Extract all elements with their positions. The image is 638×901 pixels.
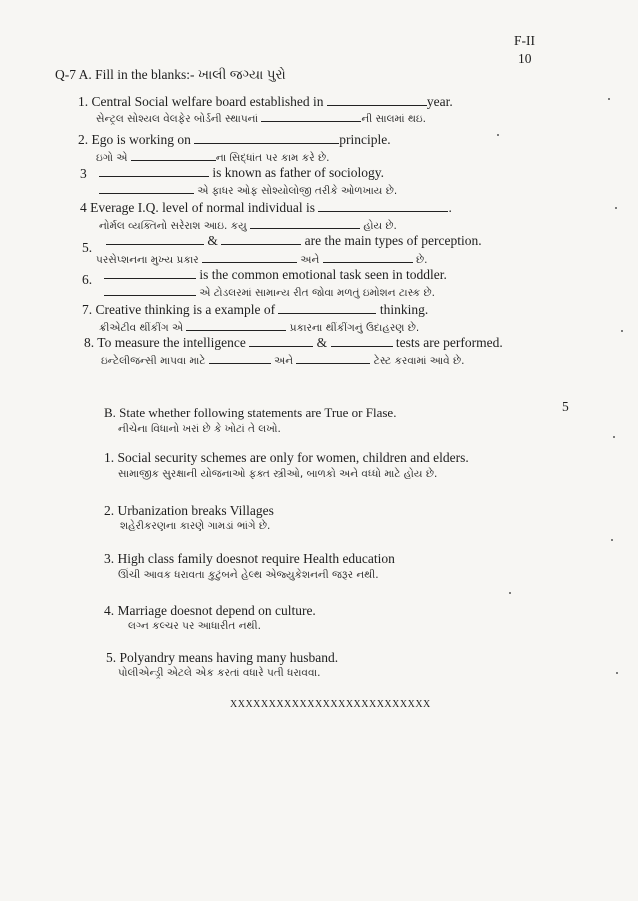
q5-gu-and: અને: [300, 254, 320, 266]
q5-en: [106, 232, 482, 249]
q8-gu-text-end: ટેસ્ટ કરવામાં આવે છે.: [373, 355, 465, 367]
q6-gu: [104, 283, 435, 300]
q3-text: is known as father of sociology.: [212, 165, 384, 180]
q3-gu: [99, 181, 397, 198]
q2-en: [78, 131, 391, 148]
q8-gu-blank-2: [296, 351, 370, 364]
q8-ampersand: &: [316, 335, 328, 350]
q7-text-end: thinking.: [379, 302, 429, 317]
q8-blank-2: [331, 334, 393, 347]
paper-code: F-II: [514, 33, 535, 48]
q2-number: 2.: [78, 132, 89, 147]
q1-gu-blank: [261, 109, 361, 122]
q1-blank: [327, 93, 427, 106]
scan-speck: [621, 330, 623, 332]
scan-speck: [608, 98, 610, 100]
statement-1-en: 1. Social security schemes are only for women, children and elders.: [104, 450, 469, 465]
statement-3-gu: ઊંચી આવક ધરાવતા કુટુંબને હેલ્થ એજ્યુકેશનની જરૂર નથી.: [118, 569, 379, 581]
q8-en: [84, 334, 503, 351]
q2-gu-text: ઇગો એ: [96, 152, 128, 164]
end-separator: XXXXXXXXXXXXXXXXXXXXXXXXXX: [230, 699, 431, 710]
statement-1-gu: સામાજીક સુરક્ષાની યોજનાઓ ફક્ત સ્ત્રીઓ, બાળકો અને વધ્ધો માટે હોય છે.: [118, 468, 438, 480]
q5-text: are the main types of perception.: [304, 233, 482, 248]
q7-gu: [99, 318, 419, 335]
q8-text-end: tests are performed.: [395, 335, 503, 350]
q5-gu-blank-1: [202, 250, 297, 263]
q1-gu-text-end: ની સાલમાં થઇ.: [361, 113, 427, 125]
scan-speck: [509, 592, 511, 594]
q8-gu: [101, 351, 464, 368]
statement-3-en: 3. High class family doesnot require Health education: [104, 551, 395, 566]
statement-2-en: 2. Urbanization breaks Villages: [104, 503, 274, 518]
q5-ampersand: &: [207, 233, 218, 248]
q2-text-end: principle.: [339, 132, 391, 147]
statement-5-gu: પોલીએન્ડ્રી એટલે એક કરતાં વધારે પતી ધરાવવા.: [118, 667, 321, 679]
q3-gu-blank: [99, 181, 194, 194]
q8-blank-1: [249, 334, 313, 347]
q3-en-body: [99, 164, 384, 181]
scan-speck: [616, 672, 618, 674]
q5-blank-2: [221, 232, 301, 245]
section-b-title: B. State whether following statements are True or Flase.: [104, 405, 397, 420]
q4-gu-text: નોર્મલ વ્યક્તિનો સરેરાશ આઇ. કયુ: [99, 220, 247, 232]
q8-gu-text: ઇન્ટેલીજન્સી માપવા માટે: [101, 355, 206, 367]
q7-number: 7.: [82, 302, 93, 317]
q3-number: 3: [80, 166, 87, 181]
q4-number: 4: [80, 200, 87, 215]
q4-text-end: .: [448, 200, 452, 215]
q6-number: 6.: [82, 272, 93, 287]
q6-en-number: [82, 272, 92, 288]
q7-gu-text: ક્રીએટીવ થીંકીંગ એ: [99, 322, 184, 334]
q7-blank: [278, 301, 376, 314]
q4-gu: [99, 216, 397, 233]
q1-gu-text: સેન્ટ્રલ સોશ્યલ વેલફેર બોર્ડની સ્થાપનાં: [96, 113, 259, 125]
scan-speck: [615, 207, 617, 209]
q6-text: is the common emotional task seen in toddler.: [199, 267, 447, 282]
q6-blank: [104, 266, 196, 279]
q3-en: [80, 166, 87, 182]
q5-gu-text: પરસેપ્શનના મુખ્ય પ્રકાર: [96, 254, 199, 266]
q6-gu-blank: [104, 283, 196, 296]
statement-5-en: 5. Polyandry means having many husband.: [106, 650, 339, 665]
q1-text: Central Social welfare board established in: [91, 94, 324, 109]
q3-gu-text: એ ફાધર ઓફ સોશ્યોલોજી તરીકે ઓળખાય છે.: [197, 185, 398, 197]
q4-gu-text-end: હોય છે.: [363, 220, 397, 232]
q8-number: 8.: [84, 335, 95, 350]
q3-blank: [99, 164, 209, 177]
scan-speck: [613, 436, 615, 438]
q5-en-number: [82, 240, 92, 256]
q2-blank: [194, 131, 339, 144]
section-b-title-gu: નીચેના વિધાનો ખરાં છે કે ખોટાં તે લખો.: [118, 423, 281, 435]
q1-number: 1.: [78, 94, 89, 109]
q4-text: Everage I.Q. level of normal individual is: [90, 200, 316, 215]
q5-number: 5.: [82, 240, 93, 255]
scan-speck: [611, 539, 613, 541]
q4-gu-blank: [250, 216, 360, 229]
q2-gu-blank: [131, 148, 216, 161]
q2-gu-text-end: ના સિદ્ધાંત પર કામ કરે છે.: [215, 152, 330, 164]
q6-gu-text: એ ટોડલરમાં સામાન્ય રીત જોવા મળતું ઇમોશન ટાસ્ક છે.: [199, 287, 435, 299]
q6-en: [104, 266, 447, 283]
q2-text: Ego is working on: [91, 132, 191, 147]
q8-gu-blank-1: [209, 351, 271, 364]
q7-en: [82, 301, 428, 318]
total-marks: 10: [518, 51, 532, 66]
q4-en: [80, 199, 452, 216]
q1-en: [78, 93, 453, 110]
statement-2-gu: શહેરીકરણના કારણે ગામડાં ભાંગે છે.: [120, 520, 271, 532]
q2-gu: [96, 148, 329, 165]
q5-gu: [96, 250, 427, 267]
q7-gu-blank: [186, 318, 286, 331]
section-a-title: Q-7 A. Fill in the blanks:- ખાલી જગ્યા પુરો: [55, 67, 286, 82]
q8-gu-and: અને: [274, 355, 294, 367]
q5-gu-blank-2: [323, 250, 413, 263]
q1-gu: [96, 109, 426, 126]
section-b-marks: 5: [562, 399, 569, 414]
q5-blank-1: [106, 232, 204, 245]
statement-4-en: 4. Marriage doesnot depend on culture.: [104, 603, 316, 618]
q1-text-end: year.: [426, 94, 453, 109]
q5-gu-text-end: છે.: [416, 254, 428, 266]
q7-text: Creative thinking is a example of: [95, 302, 276, 317]
statement-4-gu: લગ્ન કલ્ચર પર આધારીત નથી.: [128, 620, 261, 632]
q4-blank: [318, 199, 448, 212]
scan-speck: [497, 134, 499, 136]
q7-gu-text-end: પ્રકારના થીંકીંગનું ઉદાહરણ છે.: [289, 322, 420, 334]
q8-text: To measure the intelligence: [97, 335, 246, 350]
